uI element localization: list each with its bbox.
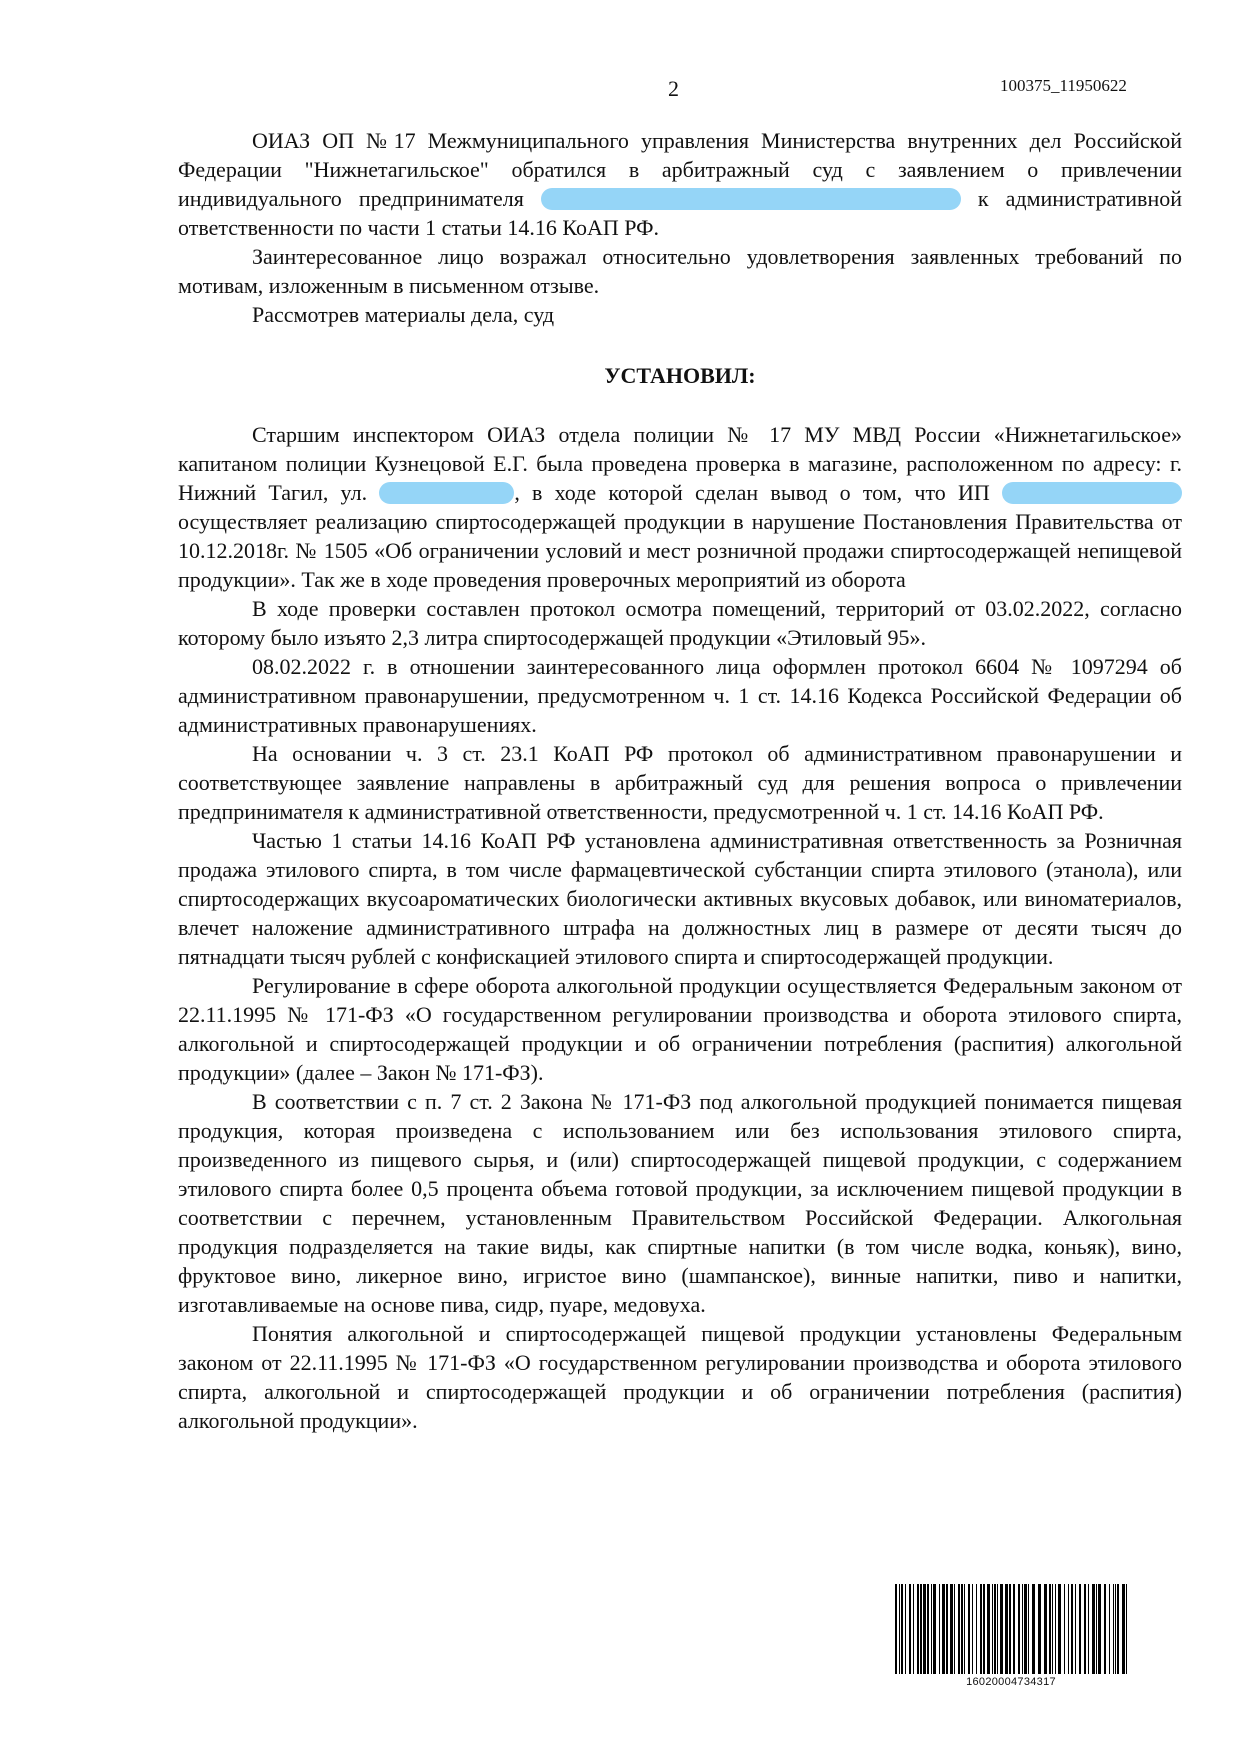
barcode-bar <box>1098 1584 1101 1674</box>
paragraph-4 <box>178 420 1182 594</box>
paragraph-10: В соответствии с п. 7 ст. 2 Закона № 171-ФЗ под алкогольной продукцией понимается пищевая продукция, которая произведена с использованием или без использования этилового спирта, произведенного из пищевого сырья, и (или) спиртосодержащей пищевой продукции, с содержанием этилового спирта более 0,5 процента объема готовой продукции, за исключением пищевой продукции в соответствии с перечнем, установленным Правительством Российской Федерации. Алкогольная продукция подразделяется на такие виды, как спиртные напитки (в том числе водка, коньяк), вино, фруктовое вино, ликерное вино, игристое вино (шампанское), винные напитки, пиво и напитки, изготавливаемые на основе пива, сидр, пуаре, медовуха. <box>178 1089 1182 1317</box>
redaction-mark <box>541 188 961 210</box>
barcode-bar <box>1055 1584 1056 1674</box>
paragraph-intro-1 <box>178 126 1182 242</box>
barcode-bar <box>1075 1584 1076 1674</box>
barcode-number: 16020004734317 <box>966 1676 1056 1688</box>
barcode-bar <box>1024 1584 1027 1674</box>
barcode-bars <box>895 1584 1127 1674</box>
barcode-bar <box>1092 1584 1095 1674</box>
barcode-bar <box>1079 1584 1081 1674</box>
section-heading: УСТАНОВИЛ: <box>604 363 756 388</box>
barcode-bar <box>1071 1584 1073 1674</box>
page-number: 2 <box>668 76 679 101</box>
barcode-bar <box>1058 1584 1061 1674</box>
barcode-bar <box>1052 1584 1053 1674</box>
redaction-mark <box>1002 482 1182 504</box>
paragraph-7: На основании ч. 3 ст. 23.1 КоАП РФ протокол об административном правонарушении и соответствующее заявление направлены в арбитражный суд для решения вопроса о привлечении предпринимателя к административной ответственности, предусмотренной ч. 1 ст. 14.16 КоАП РФ. <box>178 741 1182 824</box>
barcode-bar <box>909 1584 911 1674</box>
barcode-bar <box>1117 1584 1119 1674</box>
barcode-bar <box>923 1584 926 1674</box>
text-segment: , в ходе которой сделан вывод о том, что ИП <box>514 480 1003 505</box>
barcode-bar <box>927 1584 929 1674</box>
text-segment: Старшим инспектором ОИАЗ отдела полиции № 17 МУ МВД России «Нижнетагильское» капитаном полиции Кузнецовой Е.Г. была проведена проверка в магазине, расположенном по адресу: г. Нижний Тагил, ул. <box>178 422 1182 505</box>
case-number: 100375_11950622 <box>1000 76 1127 95</box>
barcode-bar <box>899 1584 900 1674</box>
barcode-bar <box>901 1584 903 1674</box>
barcode-bar <box>994 1584 996 1674</box>
barcode-bar <box>1044 1584 1047 1674</box>
barcode-bar <box>954 1584 955 1674</box>
barcode-bar <box>933 1584 936 1674</box>
barcode-bar <box>1009 1584 1011 1674</box>
barcode-bar <box>1013 1584 1015 1674</box>
barcode-bar <box>1018 1584 1020 1674</box>
barcode-bar <box>917 1584 919 1674</box>
barcode-bar <box>1104 1584 1106 1674</box>
barcode-bar <box>1005 1584 1008 1674</box>
paragraph-6: 08.02.2022 г. в отношении заинтересованного лица оформлен протокол 6604 № 1097294 об административном правонарушении, предусмотренном ч. 1 ст. 14.16 Кодекса Российской Федерации об административных правонарушениях. <box>178 654 1182 737</box>
barcode-bar <box>946 1584 948 1674</box>
barcode-bar <box>913 1584 914 1674</box>
barcode-bar <box>1084 1584 1086 1674</box>
text-segment: ОИАЗ ОП №17 Межмуниципального управления Министерства внутренних дел Российской Федерации "Нижнетагильское" обратился в арбитражный суд с заявлением о привлечении индивидуального предпринимателя <box>178 128 1182 211</box>
barcode-bar <box>992 1584 993 1674</box>
barcode-bar <box>905 1584 906 1674</box>
barcode <box>895 1584 1127 1688</box>
barcode-bar <box>1113 1584 1114 1674</box>
paragraph-intro-3: Рассмотрев материалы дела, суд <box>252 302 555 327</box>
paragraph-5: В ходе проверки составлен протокол осмотра помещений, территорий от 03.02.2022, согласно которому было изъято 2,3 литра спиртосодержащей продукции «Этиловый 95». <box>178 596 1182 650</box>
barcode-bar <box>1049 1584 1051 1674</box>
barcode-bar <box>1126 1584 1127 1674</box>
paragraph-11: Понятия алкогольной и спиртосодержащей пищевой продукции установлены Федеральным законом от 22.11.1995 № 171-ФЗ «О государственном регулировании производства и оборота этилового спирта, алкогольной и спиртосодержащей продукции и об ограничении потребления (распития) алкогольной продукции». <box>178 1321 1182 1433</box>
barcode-bar <box>1068 1584 1069 1674</box>
barcode-bar <box>968 1584 970 1674</box>
barcode-bar <box>931 1584 932 1674</box>
barcode-bar <box>1000 1584 1003 1674</box>
barcode-bar <box>1096 1584 1097 1674</box>
document-body <box>178 126 1182 1435</box>
barcode-bar <box>939 1584 940 1674</box>
barcode-bar <box>983 1584 985 1674</box>
paragraph-8: Частью 1 статьи 14.16 КоАП РФ установлена административная ответственность за Розничная продажа этилового спирта, в том числе фармацевтической субстанции спирта этилового (этанола), или спиртосодержащих вкусоароматических биологически активных вкусовых добавок, или виноматериалов, влечет наложение административного штрафа на должностных лиц в размере от десяти тысяч до пятнадцати тысяч рублей с конфискацией этилового спирта и спиртосодержащей продукции. <box>178 828 1182 969</box>
barcode-bar <box>1115 1584 1116 1674</box>
barcode-bar <box>964 1584 965 1674</box>
barcode-bar <box>1109 1584 1110 1674</box>
barcode-bar <box>1022 1584 1023 1674</box>
barcode-bar <box>997 1584 998 1674</box>
barcode-bar <box>1028 1584 1029 1674</box>
barcode-bar <box>942 1584 945 1674</box>
barcode-bar <box>980 1584 982 1674</box>
text-segment: к административной ответственности по части 1 статьи 14.16 КоАП РФ. <box>178 186 1182 240</box>
barcode-bar <box>895 1584 897 1674</box>
barcode-bar <box>1088 1584 1089 1674</box>
barcode-bar <box>1064 1584 1065 1674</box>
barcode-bar <box>950 1584 953 1674</box>
barcode-bar <box>1032 1584 1035 1674</box>
barcode-bar <box>972 1584 973 1674</box>
barcode-bar <box>976 1584 977 1674</box>
barcode-bar <box>958 1584 960 1674</box>
barcode-bar <box>961 1584 963 1674</box>
barcode-bar <box>1122 1584 1125 1674</box>
barcode-bar <box>987 1584 990 1674</box>
redaction-mark <box>379 482 514 504</box>
text-segment: осуществляет реализацию спиртосодержащей продукции в нарушение Постановления Правительства от 10.12.2018г. № 1505 «Об ограничении условий и мест розничной продажи спиртосодержащей непищевой продукции». Так же в ходе проведения проверочных мероприятий из оборота <box>178 509 1182 592</box>
paragraph-intro-2: Заинтересованное лицо возражал относительно удовлетворения заявленных требований по мотивам, изложенным в письменном отзыве. <box>178 244 1182 298</box>
paragraph-9: Регулирование в сфере оборота алкогольной продукции осуществляется Федеральным законом от 22.11.1995 № 171-ФЗ «О государственном регулировании производства и оборота этилового спирта, алкогольной и спиртосодержащей продукции и об ограничении потребления (распития) алкогольной продукции» (далее – Закон № 171-ФЗ). <box>178 973 1182 1085</box>
barcode-bar <box>920 1584 922 1674</box>
barcode-bar <box>1038 1584 1041 1674</box>
